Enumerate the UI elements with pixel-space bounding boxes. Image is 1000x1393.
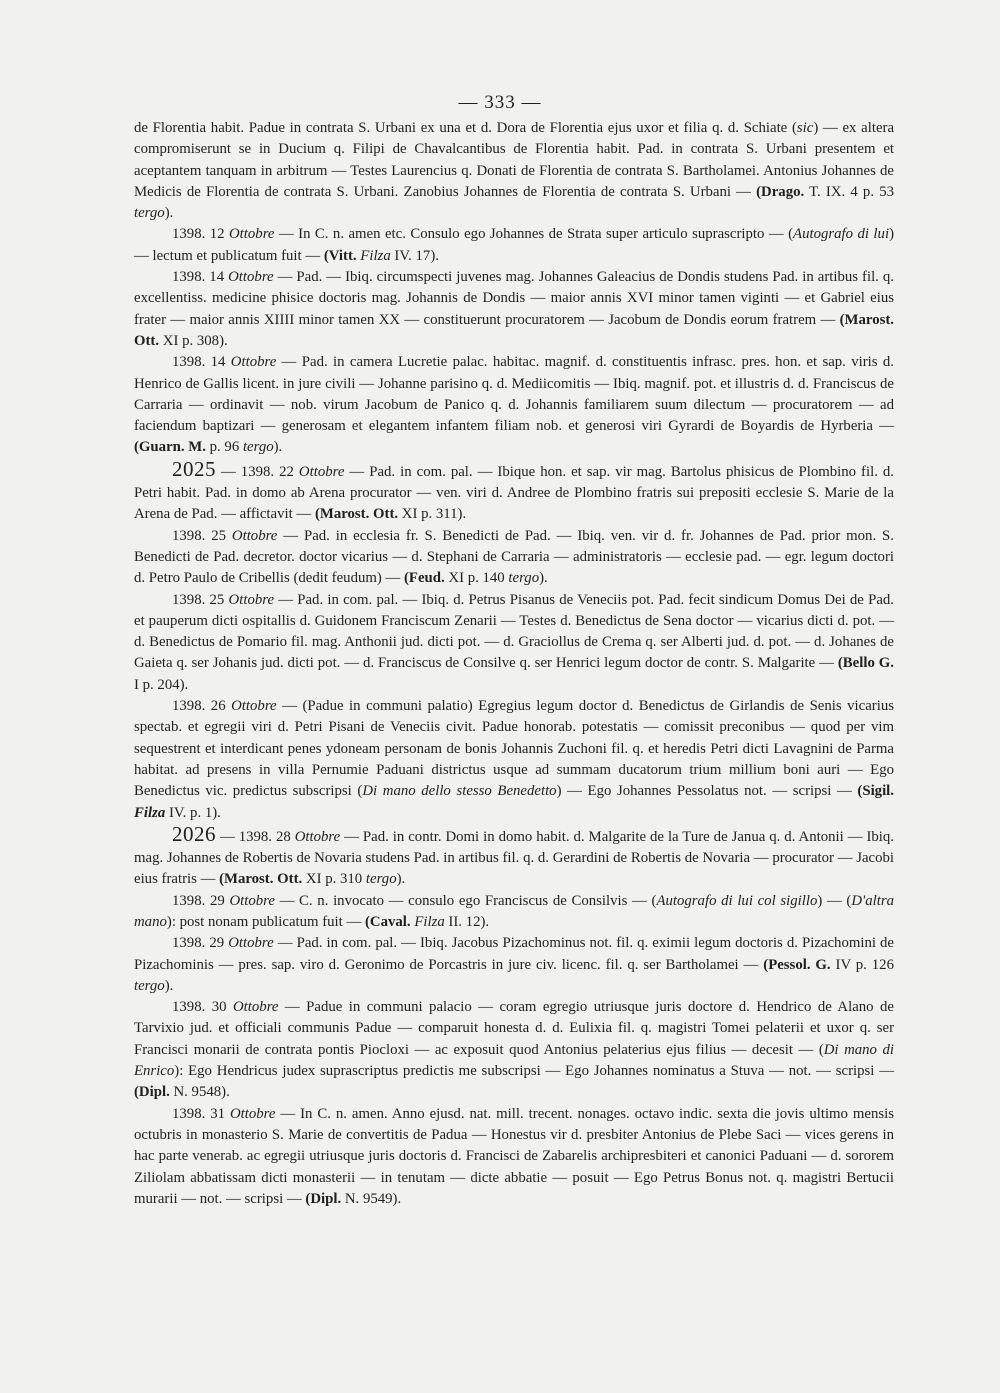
body-text: p. 96 bbox=[205, 439, 243, 456]
archive-reference: (Vitt. bbox=[323, 247, 357, 264]
body-text: 1398. 29 bbox=[172, 935, 229, 952]
archive-reference: (Marost. Ott. bbox=[219, 871, 303, 888]
body-text: ) — ( bbox=[817, 892, 852, 909]
body-text: N. 9549). bbox=[341, 1190, 402, 1207]
italic-text: Ottobre bbox=[231, 527, 278, 544]
body-text: IV. p. 1). bbox=[165, 804, 221, 821]
document-entry bbox=[134, 933, 894, 997]
body-text: — C. n. invocato — consulo ego Franciscus de Consilvis — ( bbox=[274, 892, 657, 909]
body-text: — Pad. in com. pal. — Ibiq. d. Petrus Pisanus de Veneciis pot. Pad. fecit sindicum Domus Dei de Pad. et pauperum dicti ospitallis d. Guidonem Franciscum Zenarii — Testes d. Benedictus de Sena doctor — vicarius dicti d. pot. — d. Benedictus de Pomario fil. mag. Anthonii jud. dicti pot. — d. Graciollus de Crema q. ser Alberti jud. d. pot. — d. Johanes de Gaieta q. ser Johanis jud. dicti pot. — d. Franciscus de Consilve q. ser Henrici legum doctor de contr. S. Malgarite — bbox=[134, 591, 894, 672]
document-entry bbox=[134, 696, 894, 824]
body-text: T. IX. 4 p. 53 bbox=[804, 183, 894, 200]
body-text: ) — ex altera compromiserunt se in Ducium q. Filipi de Chavalcantibus de Florentia habit. Pad. in contrata S. Urbani presentem et aceptantem tanquam in arbitrum — Testes Laurencius q. Donati de Florentia de contrata S. Bartholamei. Antonius Johannes de Medicis de Florentia de contrata S. Urbani. Zanobius Johannes de Florentia de contrata S. Urbani — bbox=[134, 120, 895, 200]
document-entry bbox=[134, 224, 894, 267]
document-entry bbox=[134, 456, 894, 526]
archive-reference: Filza bbox=[134, 804, 166, 821]
italic-text: Ottobre bbox=[228, 935, 274, 952]
body-text: XI p. 308). bbox=[159, 332, 228, 349]
body-text: 1398. 30 bbox=[172, 999, 233, 1016]
body-text: N. 9548). bbox=[169, 1084, 230, 1101]
italic-text: sic bbox=[796, 120, 814, 136]
archive-reference: (Bello G. bbox=[837, 655, 894, 672]
body-text: ). bbox=[396, 871, 406, 888]
body-text: de Florentia habit. Padue in contrata S. Urbani ex una et d. Dora de Florentia ejus uxor et filia q. d. Schiate ( bbox=[134, 120, 797, 136]
italic-text: Ottobre bbox=[228, 226, 275, 243]
italic-text: Ottobre bbox=[229, 1105, 276, 1122]
body-text: — Padue in communi palacio — coram egregio utriusque juris doctore d. Hendrico de Alano de Tarvixio jud. et officiali communis Padue — comparuit honesta d. d. Eulixia fil. q. magistri Tomei pelaterii et uxor q. ser Francisci monarii de contrata pontis Piocloxi — ac exposuit quod Antonius pelaterius ejus filius — decesit — ( bbox=[134, 999, 894, 1058]
document-entry bbox=[134, 891, 894, 934]
body-text: — 1398. 28 bbox=[216, 828, 295, 845]
document-entry bbox=[134, 352, 894, 458]
document-number: 2026 bbox=[172, 821, 216, 846]
body-text: ). bbox=[273, 439, 283, 456]
italic-text: Autografo di lui bbox=[793, 226, 890, 243]
document-entry bbox=[134, 1104, 894, 1210]
body-text: — 1398. 22 bbox=[216, 463, 299, 480]
page-number: — 333 — bbox=[458, 92, 542, 113]
body-text: — Pad. in ecclesia fr. S. Benedicti de Pad. — Ibiq. ven. vir d. fr. Johannes de Pad. prior mon. S. Benedicti de Pad. decretor. doctor vicarius — d. Stephani de Carraria — administratoris — ecclesie pad. — egr. legum doctori d. Petro Paulo de Cribellis (dedit feudum) — bbox=[134, 527, 894, 587]
italic-text: Di mano di Enrico bbox=[134, 1041, 894, 1080]
body-text: — (Padue in communi palatio) Egregius legum doctor d. Benedictus de Girlandis de Senis vicarius spectab. et egregii viri d. Petri Pisani de Veneciis civit. Padue honorab. potestatis — comissit preconibus — quod per vim sequestrent et interdicant penes ydoneam personam de bonis Johannis Zuchoni fil. q. et heredis Petri dicti Lavagnini de Parma habitat. ad presens in villa Pernumie Paduani districtus usque ad summam ducatorum trium millium boni auri — Ego Benedictus vic. predictus subscripsi ( bbox=[134, 698, 894, 800]
document-entry bbox=[134, 590, 894, 696]
body-text: ). bbox=[164, 977, 174, 994]
archive-reference: (Marost. Ott. bbox=[314, 506, 399, 523]
italic-text: Ottobre bbox=[228, 269, 274, 286]
document-number: 2025 bbox=[172, 456, 216, 481]
italic-text: tergo bbox=[134, 977, 165, 994]
archive-reference: (Pessol. G. bbox=[763, 956, 831, 973]
body-text: 1398. 29 bbox=[172, 892, 230, 909]
body-text: 1398. 25 bbox=[172, 591, 229, 608]
italic-text: Ottobre bbox=[230, 354, 277, 371]
body-text: ). bbox=[539, 570, 548, 587]
italic-text: Ottobre bbox=[294, 828, 341, 845]
body-text: ) — Ego Johannes Pessolatus not. — scripsi — bbox=[556, 783, 858, 800]
body-text: ): post nonam publicatum fuit — bbox=[166, 913, 365, 930]
document-entry bbox=[134, 997, 894, 1103]
document-entry bbox=[134, 267, 894, 352]
italic-text: Di mano dello stesso Benedetto bbox=[362, 783, 557, 800]
italic-text: tergo bbox=[508, 570, 540, 587]
body-text: ): Ego Hendricus judex suprascriptus predictis me subscripsi — Ego Johannes nominatus a Stuva — not. — scripsi — bbox=[174, 1063, 894, 1080]
body-text: 1398. 31 bbox=[172, 1105, 230, 1122]
archive-reference: (Marost. Ott. bbox=[134, 311, 894, 349]
italic-text: Ottobre bbox=[231, 698, 277, 715]
body-text: XI p. 310 bbox=[302, 871, 366, 888]
italic-text: tergo bbox=[365, 871, 397, 888]
archive-reference: (Caval. bbox=[364, 913, 411, 930]
body-text: 1398. 26 bbox=[172, 698, 232, 715]
body-text: — Pad. in camera Lucretie palac. habitac. magnif. d. constituentis infrasc. pres. hon. et sap. viris d. Henrico de Gallis licent. in jure civili — Johanne parisino q. d. Mediicomitis — Ibiq. magnif. pot. et illustris d. d. Franciscus de Carraria — ordinavit — nob. virum Jacobum de Panico q. d. Johannis familiarem suum dilectum — procuratorem — ad faciendum baptizari — generosam et elegantem infantem filiam nob. et generosi viri Gyrardi de Boyardis de Hyrberia — bbox=[134, 354, 894, 435]
body-text: — In C. n. amen etc. Consulo ego Johannes de Strata super articulo suprascripto — ( bbox=[274, 226, 794, 243]
document-entry bbox=[134, 526, 894, 590]
archive-reference: (Guarn. M. bbox=[134, 439, 206, 456]
body-text: — Pad. in com. pal. — Ibique hon. et sap. vir mag. Bartolus phisicus de Plombino fil. d. Petri habit. Pad. in domo ab Arena procurator — ven. viri d. Andree de Plombino fratris sui prepositi ecclesie S. Marie de la Arena de Pad. — affictavit — bbox=[134, 463, 894, 523]
italic-text: Filza bbox=[360, 247, 391, 264]
italic-text: Ottobre bbox=[232, 999, 279, 1016]
italic-text: Ottobre bbox=[228, 591, 275, 608]
body-text: IV. 17). bbox=[390, 247, 439, 264]
body-text: — In C. n. amen. Anno ejusd. nat. mill. trecent. nonages. octavo indic. sexta die jovis ultimo mensis octubris in monasterio S. Marie de convertitis de Padua — Honestus vir d. presbiter Antonius de Plebe Saci — vices gerens in hac parte venerab. ac egregii utriusque juris doctoris d. Francisci de Zabarelis archipresbiteri et canonici Paduani — d. sororem Ziliolam abbatissam dicti monasterii — in tenutam — dicte abbatie — posuit — Ego Petrus Bonus not. q. magistri Bertucii murarii — not. — scripsi — bbox=[134, 1105, 894, 1207]
archive-reference: (Dipl. bbox=[134, 1084, 170, 1101]
body-text: — Pad. — Ibiq. circumspecti juvenes mag. Johannes Galeacius de Dondis studens Pad. in artibus fil. q. excellentiss. medicine phisice doctoris mag. Johannis de Dondis — maior annis XVI minor tamen viginti — et Gabriel eius frater — maior annis XIIII minor tamen XX — constituerunt procuratorem — Jacobum de Dondis eorum fratrem — bbox=[134, 269, 894, 328]
archive-reference: (Feud. bbox=[404, 570, 445, 587]
body-text: ) — lectum et publicatum fuit — bbox=[134, 226, 894, 264]
body-text: — Pad. in contr. Domi in domo habit. d. Malgarite de la Ture de Janua q. d. Antonii — Ibiq. mag. Johannes de Robertis de Novaria studens Pad. in artibus fil. q. d. Gerardini de Robertis de Novaria — procurator — Jacobi eius fratris — bbox=[134, 828, 894, 888]
body-text: II. 12). bbox=[444, 913, 490, 930]
body-text: — Pad. in com. pal. — Ibiq. Jacobus Pizachominus not. fil. q. eximii legum doctoris d. Pizachomini de Pizachominis — pres. sap. viro d. Geronimo de Porcastris in jure civ. licenc. fil. q. ser Bartholamei — bbox=[134, 935, 894, 973]
italic-text: Ottobre bbox=[229, 892, 275, 909]
body-text: 1398. 14 bbox=[172, 269, 229, 286]
body-text: 1398. 14 bbox=[172, 354, 231, 371]
archive-reference: (Drago. bbox=[756, 183, 805, 200]
italic-text: tergo bbox=[242, 439, 274, 456]
archive-reference: (Sigil. bbox=[857, 783, 894, 800]
body-text: IV p. 126 bbox=[830, 956, 894, 973]
body-text: XI p. 311). bbox=[398, 506, 467, 523]
document-entry bbox=[134, 821, 894, 891]
body-text: 1398. 25 bbox=[172, 527, 232, 544]
italic-text: Filza bbox=[414, 913, 445, 930]
body-text: ). bbox=[164, 205, 174, 222]
italic-text: tergo bbox=[134, 205, 165, 222]
body-text: XI p. 140 bbox=[444, 570, 509, 587]
paragraph-continuation bbox=[134, 118, 894, 224]
italic-text: Autografo di lui col sigillo bbox=[656, 892, 818, 909]
italic-text: D'altra mano bbox=[134, 892, 894, 930]
italic-text: Ottobre bbox=[298, 463, 345, 480]
document-body bbox=[134, 118, 894, 1210]
body-text: I p. 204). bbox=[134, 676, 189, 693]
archive-reference: (Dipl. bbox=[305, 1190, 342, 1207]
body-text: 1398. 12 bbox=[172, 226, 229, 243]
